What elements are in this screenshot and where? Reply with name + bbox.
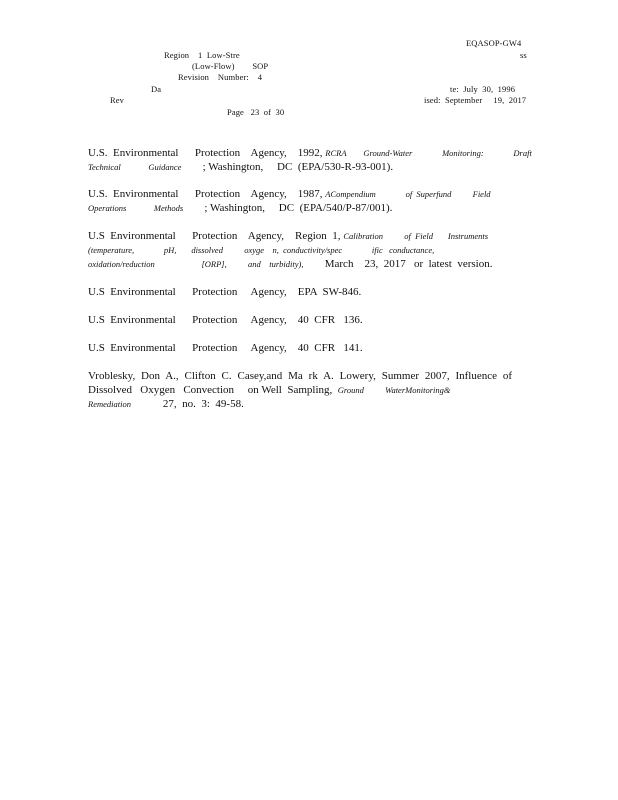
reference-line bbox=[88, 397, 512, 411]
reference-title-text: Remediation bbox=[88, 399, 163, 409]
reference-text: U.S Environmental Protection Agency, 40 CFR 136. bbox=[88, 314, 363, 326]
reference-line bbox=[88, 201, 512, 215]
reference-entry bbox=[88, 341, 512, 355]
reference-title-text: Operations Methods bbox=[88, 203, 205, 213]
reference-text: 27, no. 3: 49-58. bbox=[162, 398, 244, 410]
reference-text: March 23, 2017 or latest version. bbox=[324, 258, 493, 270]
reference-title-text: Ground WaterMonitoring& bbox=[337, 385, 451, 395]
reference-line bbox=[88, 383, 512, 397]
reference-entry bbox=[88, 187, 512, 215]
reference-line bbox=[88, 160, 512, 174]
reference-text: U.S Environmental Protection Agency, 40 CFR 141. bbox=[88, 342, 363, 354]
header-revision-number: Revision Number: 4 bbox=[178, 72, 263, 82]
reference-text: Vroblesky, Don A., Clifton C. Casey,and Ma rk A. Lowery, Summer 2007, Influence of bbox=[88, 370, 512, 382]
reference-title-text: (temperature, pH, dissolved oxyge n, conductivity/spec ific conductance, bbox=[88, 245, 435, 255]
reference-line bbox=[88, 313, 512, 327]
reference-line bbox=[88, 341, 512, 355]
reference-entry bbox=[88, 369, 512, 411]
reference-text: ; Washington, DC (EPA/530-R-93-001). bbox=[202, 161, 394, 173]
reference-line bbox=[88, 243, 512, 257]
header-date-label: Da bbox=[151, 84, 162, 94]
reference-entry bbox=[88, 146, 532, 174]
reference-text: U.S Environmental Protection Agency, EPA SW-846. bbox=[88, 286, 362, 298]
reference-entry bbox=[88, 229, 512, 271]
reference-title-text: Calibration of Field Instruments bbox=[343, 231, 489, 241]
reference-line bbox=[88, 257, 512, 271]
reference-text: U.S Environmental Protection Agency, Region 1, bbox=[88, 230, 344, 242]
reference-title-text: RCRA Ground-Water Monitoring: Draft bbox=[325, 148, 532, 158]
header-sop-title-part1: Region 1 Low-Stre bbox=[164, 50, 240, 60]
reference-title-text: Technical Guidance bbox=[88, 162, 203, 172]
reference-entry bbox=[88, 313, 512, 327]
reference-text: ; Washington, DC (EPA/540/P-87/001). bbox=[204, 202, 393, 214]
document-id: EQASOP-GW4 bbox=[466, 38, 522, 48]
header-date-value: te: July 30, 1996 bbox=[450, 84, 516, 94]
reference-line bbox=[88, 187, 512, 201]
header-revised-label: Rev bbox=[110, 95, 124, 105]
reference-text: Dissolved Oxygen Convection on Well Sampling, bbox=[88, 384, 338, 396]
reference-text: U.S. Environmental Protection Agency, 1987, bbox=[88, 188, 326, 200]
reference-entry bbox=[88, 285, 512, 299]
reference-text: U.S. Environmental Protection Agency, 1992, bbox=[88, 147, 326, 159]
reference-line bbox=[88, 146, 532, 160]
reference-title-text: oxidation/reduction [ORP], and turbidity), bbox=[88, 259, 325, 269]
header-sop-title-part2: ss bbox=[520, 50, 527, 60]
reference-line bbox=[88, 285, 512, 299]
page-number: Page 23 of 30 bbox=[227, 107, 285, 117]
reference-line bbox=[88, 229, 512, 243]
header-revised-value: ised: September 19, 2017 bbox=[424, 95, 527, 105]
header-sop-subtitle: (Low-Flow) SOP bbox=[192, 61, 269, 71]
reference-line bbox=[88, 369, 512, 383]
reference-title-text: ACompendium of Superfund Field bbox=[325, 189, 491, 199]
